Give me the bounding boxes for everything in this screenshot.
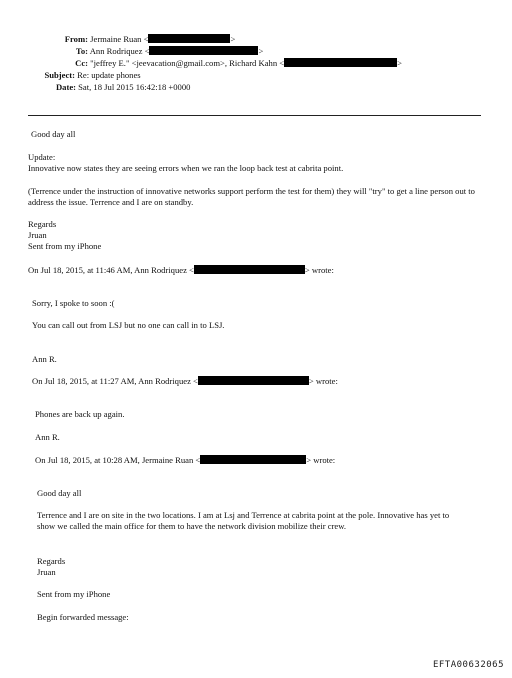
date-label: Date: bbox=[55, 82, 76, 92]
header-to bbox=[30, 46, 263, 57]
close-bracket: > bbox=[258, 46, 264, 56]
document-id: EFTA00632065 bbox=[432, 660, 504, 671]
quote2-intro bbox=[32, 376, 338, 387]
quote3-intro bbox=[35, 455, 335, 466]
quote1-intro-text: On Jul 18, 2015, at 11:46 AM, Ann Rodriquez < bbox=[28, 265, 194, 275]
quote2-line1: Phones are back up again. bbox=[35, 409, 125, 419]
quote1-sig: Ann R. bbox=[32, 354, 57, 364]
quote3-greeting: Good day all bbox=[37, 488, 82, 498]
header-subject bbox=[30, 70, 141, 81]
update-label: Update: bbox=[28, 152, 56, 162]
quote3-intro-text: On Jul 18, 2015, at 10:28 AM, Jermaine Ruan < bbox=[35, 455, 201, 465]
quote3-wrote: > wrote: bbox=[306, 455, 336, 465]
from-value: Jermaine Ruan < bbox=[90, 34, 149, 44]
quote1-line2: You can call out from LSJ but no one can call in to LSJ. bbox=[32, 320, 225, 330]
redaction-bar bbox=[200, 455, 306, 464]
quote1-line1: Sorry, I spoke to soon :( bbox=[32, 298, 115, 308]
cc-label: Cc: bbox=[75, 58, 88, 68]
quote3-name: Jruan bbox=[37, 567, 56, 577]
signature-name: Jruan bbox=[28, 230, 47, 240]
quote3-sent: Sent from my iPhone bbox=[37, 589, 111, 599]
quote1-wrote: > wrote: bbox=[304, 265, 334, 275]
quote2-intro-text: On Jul 18, 2015, at 11:27 AM, Ann Rodriquez < bbox=[32, 376, 198, 386]
quote1-intro bbox=[28, 265, 334, 276]
sent-from: Sent from my iPhone bbox=[28, 241, 102, 251]
paren-text: (Terrence under the instruction of innovative networks support perform the test for them) they will "try" to get a line person out to address the issue. Terrence and I are on standby. bbox=[28, 186, 475, 207]
greeting: Good day all bbox=[31, 129, 76, 139]
date-value: Sat, 18 Jul 2015 16:42:18 +0000 bbox=[78, 82, 191, 92]
header-divider bbox=[28, 115, 481, 116]
quote2-wrote: > wrote: bbox=[308, 376, 338, 386]
redaction-bar bbox=[149, 46, 258, 55]
update-text: Innovative now states they are seeing errors when we ran the loop back test at cabrita point. bbox=[28, 163, 344, 173]
redaction-bar bbox=[148, 34, 230, 43]
redaction-bar bbox=[198, 376, 309, 385]
header-from bbox=[30, 34, 235, 45]
quote3-forward: Begin forwarded message: bbox=[37, 612, 129, 622]
subject-label: Subject: bbox=[44, 70, 75, 80]
quote3-regards: Regards bbox=[37, 556, 66, 566]
close-bracket: > bbox=[230, 34, 236, 44]
to-label: To: bbox=[75, 46, 88, 56]
close-bracket: > bbox=[397, 58, 402, 68]
header-date bbox=[30, 82, 190, 93]
regards: Regards bbox=[28, 219, 57, 229]
subject-value: Re: update phones bbox=[77, 70, 141, 80]
to-value: Ann Rodriquez < bbox=[89, 46, 150, 56]
redaction-bar bbox=[284, 58, 397, 67]
cc-value: "jeffrey E." <jeevacation@gmail.com>, Richard Kahn < bbox=[90, 58, 285, 68]
quote2-sig: Ann R. bbox=[35, 432, 60, 442]
quote3-para: Terrence and I are on site in the two locations. I am at Lsj and Terrence at cabrita point at the pole. Innovative has yet to show we called the main office for them to have the network division mobilize their crew. bbox=[37, 510, 450, 531]
redaction-bar bbox=[194, 265, 305, 274]
from-label: From: bbox=[64, 34, 88, 44]
header-cc bbox=[30, 58, 402, 69]
